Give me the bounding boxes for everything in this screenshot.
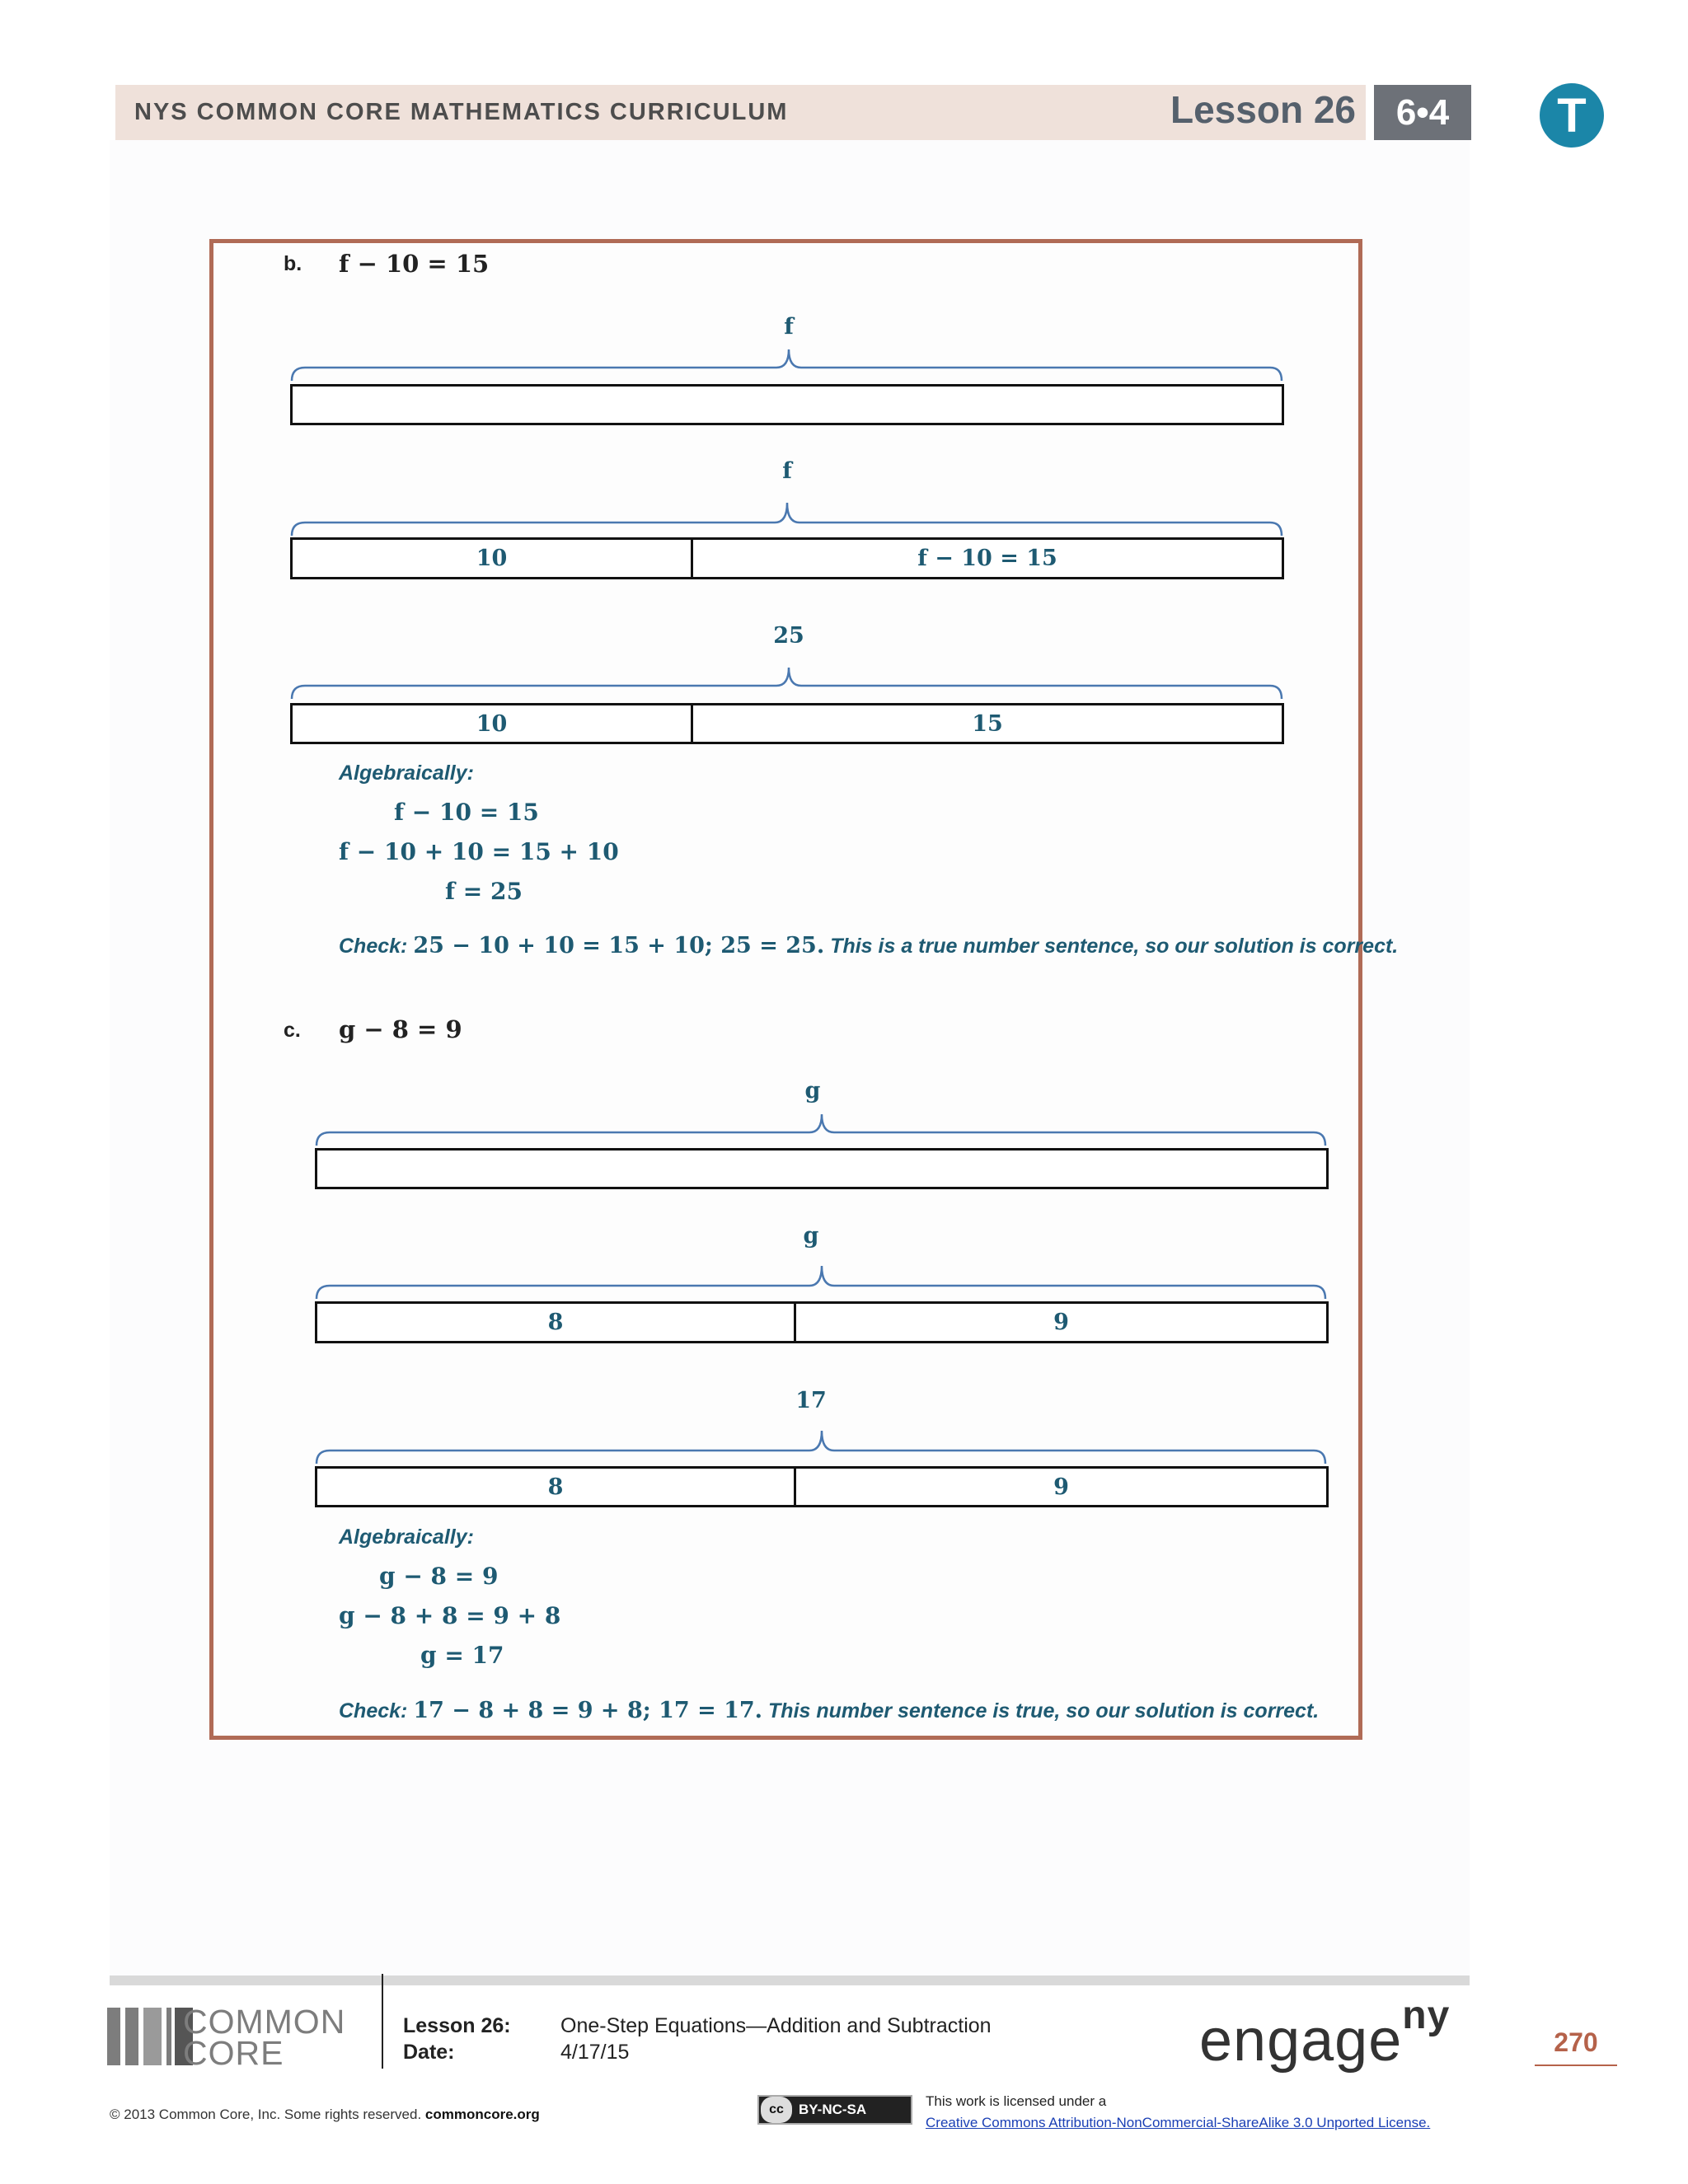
tape-cell: 10 xyxy=(476,710,508,737)
footer-lesson-label: Lesson 26: xyxy=(403,2014,511,2037)
part-c-tape2-brace xyxy=(315,1261,1329,1302)
check-label: Check: xyxy=(339,1699,408,1722)
page-number-rule xyxy=(1535,2064,1617,2066)
grade-module-badge: 6•4 xyxy=(1374,85,1471,140)
tape-cell: 8 xyxy=(547,1474,564,1500)
tape-cell: f − 10 = 15 xyxy=(691,540,1282,577)
tape-cell: 10 xyxy=(476,546,508,571)
license-text: This work is licensed under a xyxy=(926,2093,1107,2109)
part-b-algebra-line-3: f = 25 xyxy=(445,878,523,905)
part-c-tape3-brace-label: 17 xyxy=(795,1388,827,1413)
check-text: This is a true number sentence, so our solution is correct. xyxy=(830,935,1399,958)
check-label: Check: xyxy=(339,935,408,958)
part-b-tape2 xyxy=(290,537,1284,579)
tape-cell xyxy=(317,1151,1326,1187)
lesson-title: Lesson 26 xyxy=(1170,88,1356,131)
part-b-tape2-brace-label: f xyxy=(782,458,792,484)
part-c-tape3-brace xyxy=(315,1426,1329,1467)
part-b-tape1-brace-label: f xyxy=(784,314,794,340)
part-b-tape3 xyxy=(290,703,1284,744)
engage-sup: ny xyxy=(1402,1994,1451,2037)
part-b-equation: f − 10 = 15 xyxy=(339,250,490,278)
creative-commons-icon: cc xyxy=(761,2097,792,2123)
logo-line-2: CORE xyxy=(183,2034,284,2072)
check-math: 25 − 10 + 10 = 15 + 10; 25 = 25. xyxy=(413,933,825,958)
license-badge[interactable] xyxy=(757,2095,912,2125)
part-c-algebra-line-2: g − 8 + 8 = 9 + 8 xyxy=(339,1602,561,1629)
part-c-algebra-line-3: g = 17 xyxy=(420,1642,504,1669)
part-b-label: b. xyxy=(284,252,302,275)
tape-cell: 8 xyxy=(547,1310,564,1335)
part-b-tape3-brace xyxy=(290,663,1283,704)
page-number: 270 xyxy=(1554,2027,1598,2057)
footer-lesson-title: One-Step Equations—Addition and Subtraction xyxy=(560,2014,992,2037)
part-c-label: c. xyxy=(284,1019,301,1042)
part-c-tape2 xyxy=(315,1301,1329,1343)
part-c-algebra-title: Algebraically: xyxy=(339,1526,474,1549)
part-b-tape3-brace-label: 25 xyxy=(773,623,804,649)
curriculum-title: NYS COMMON CORE MATHEMATICS CURRICULUM xyxy=(134,99,789,125)
part-b-algebra-line-1: f − 10 = 15 xyxy=(394,799,539,826)
part-c-tape2-brace-label: g xyxy=(803,1223,819,1249)
footer-date-label: Date: xyxy=(403,2041,455,2064)
part-c-equation: g − 8 = 9 xyxy=(339,1015,462,1043)
check-text: This number sentence is true, so our solution is correct. xyxy=(768,1699,1320,1722)
footer-date-value: 4/17/15 xyxy=(560,2041,630,2064)
tape-cell xyxy=(293,387,1282,423)
copyright xyxy=(110,2107,540,2123)
footer-separator xyxy=(382,1974,383,2069)
license-link[interactable]: Creative Commons Attribution-NonCommercial-ShareAlike 3.0 Unported License. xyxy=(926,2115,1431,2130)
part-b-check xyxy=(339,933,1398,958)
tape-cell: 9 xyxy=(794,1469,1326,1505)
part-c-algebra-line-1: g − 8 = 9 xyxy=(379,1563,499,1590)
part-b-tape1-brace xyxy=(290,344,1283,386)
engageny-logo xyxy=(1199,1994,1451,2074)
teacher-edition-icon: T xyxy=(1540,83,1604,148)
part-c-check xyxy=(339,1698,1319,1723)
check-math: 17 − 8 + 8 = 9 + 8; 17 = 17. xyxy=(413,1698,763,1723)
part-b-algebra-line-2: f − 10 + 10 = 15 + 10 xyxy=(339,838,619,865)
part-b-algebra-title: Algebraically: xyxy=(339,762,474,785)
part-c-tape1 xyxy=(315,1148,1329,1189)
common-core-logo xyxy=(107,2003,379,2072)
logo-line-1: COMMON xyxy=(183,2003,346,2041)
tape-cell: 15 xyxy=(691,705,1282,742)
copyright-site: commoncore.org xyxy=(424,2107,540,2122)
engage-word: engage xyxy=(1199,2008,1403,2074)
part-c-tape1-brace xyxy=(315,1109,1329,1151)
part-b-tape1 xyxy=(290,384,1284,425)
tape-cell: 9 xyxy=(794,1304,1326,1341)
license-badge-text: BY-NC-SA xyxy=(799,2102,867,2117)
part-c-tape1-brace-label: g xyxy=(804,1078,821,1104)
part-c-tape3 xyxy=(315,1466,1329,1507)
part-b-tape2-brace xyxy=(290,498,1283,539)
copyright-text: © 2013 Common Core, Inc. Some rights reserved. xyxy=(110,2107,422,2122)
footer-rule xyxy=(110,1975,1470,1985)
